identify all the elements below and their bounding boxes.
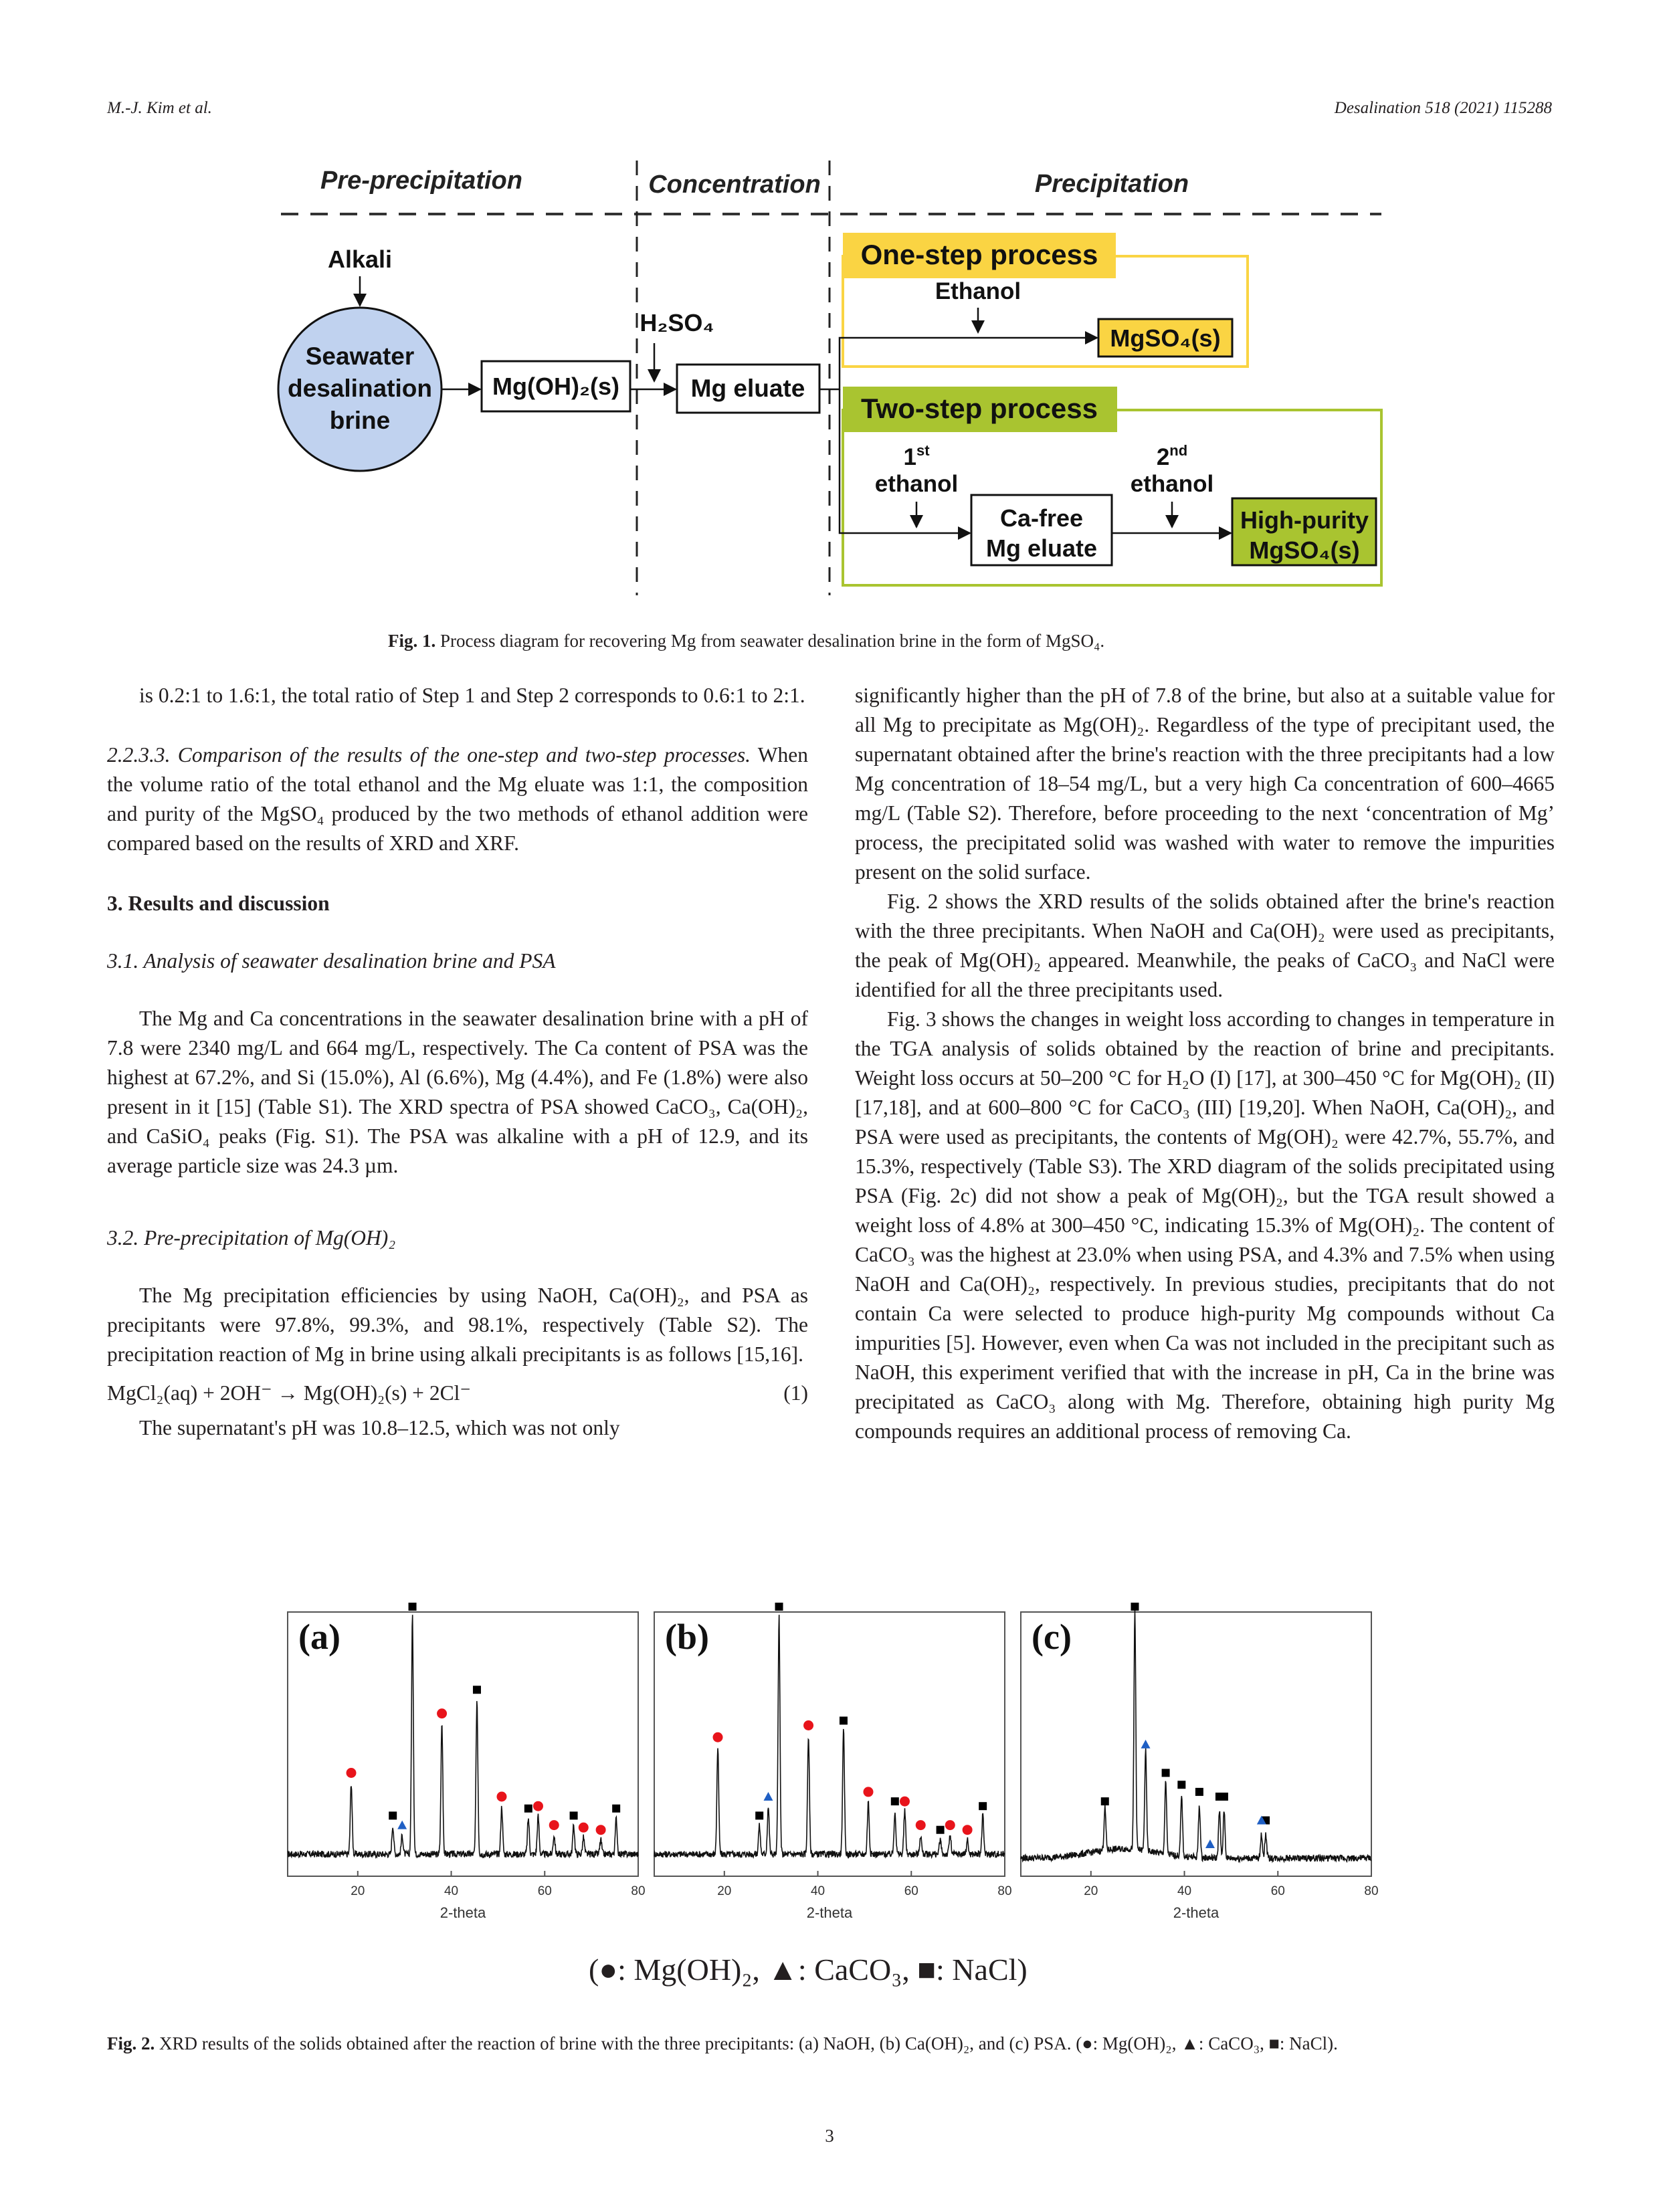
h2so4-label: H₂SO₄: [640, 309, 714, 336]
fig1-process-diagram: [268, 157, 1391, 602]
mgoh2-marker: [803, 1720, 813, 1730]
nacl-marker: [409, 1603, 417, 1611]
fig2-xrd-chart: [280, 1600, 1382, 1921]
ca-free-label-2: Mg eluate: [985, 534, 1098, 562]
stage-precipitation: Precipitation: [1034, 170, 1189, 198]
equation-1-number: (1): [783, 1381, 808, 1405]
high-purity-label-2: MgSO₄(s): [1249, 536, 1360, 564]
mg-eluate-label: Mg eluate: [690, 375, 805, 402]
stage-concentration: Concentration: [648, 171, 821, 199]
mgoh2-marker: [437, 1708, 447, 1718]
mgoh2-marker: [863, 1787, 873, 1797]
mgso4-label: MgSO₄(s): [1110, 324, 1221, 352]
fig2-legend: (●: Mg(OH)₂, ▲: CaCO₃, ■: NaCl): [589, 1952, 1028, 1987]
running-header-authors: M.-J. Kim et al.: [107, 99, 212, 117]
panel-label: (b): [665, 1617, 709, 1657]
para-2233: [107, 740, 808, 858]
two-step-label: Two-step process: [861, 393, 1098, 424]
heading-3-1: 3.1. Analysis of seawater desalination brine and PSA: [107, 949, 556, 973]
xrd-panel-a: [288, 1603, 646, 1921]
para-step-ratio: is 0.2:1 to 1.6:1, the total ratio of Step 1 and Step 2 corresponds to 0.6:1 to 2:1.: [139, 684, 805, 707]
x-tick-label: 80: [631, 1884, 646, 1898]
panel-label: (a): [298, 1617, 340, 1657]
mgoh2-marker: [579, 1823, 589, 1833]
mgoh2-marker: [945, 1820, 955, 1830]
fig2-caption: [107, 2030, 1552, 2057]
para-3-1: The Mg and Ca concentrations in the seawater desalination brine with a pH of 7.8 were 2340 mg/L and 664 mg/L, respectively. The Ca content of PSA was the highest at 67.2%, and Si (15.0%), Al (6.6%), Mg (4.4%), and Fe (1.8%) were also present in it [15] (Table S1). The XRD spectra of PSA showed CaCO₃, Ca(OH)₂, and CaSiO₄ peaks (Fig. S1). The PSA was alkaline with a pH of 12.9, and its average particle size was 24.3 µm.: [107, 1007, 808, 1177]
nacl-marker: [1195, 1788, 1203, 1796]
brine-label-1: Seawater: [305, 342, 415, 370]
running-header-journal: Desalination 518 (2021) 115288: [1334, 99, 1552, 117]
x-axis-label: 2-theta: [1173, 1904, 1219, 1921]
nacl-marker: [937, 1826, 945, 1834]
brine-label-2: desalination: [288, 375, 432, 402]
nacl-marker: [775, 1603, 783, 1611]
x-tick-label: 60: [1270, 1884, 1285, 1898]
panel-label: (c): [1032, 1617, 1072, 1657]
fig1-caption-label: Fig. 1.: [388, 631, 436, 651]
nacl-marker: [524, 1805, 532, 1813]
caco3-marker: [397, 1821, 407, 1829]
mgoh2-marker: [916, 1820, 926, 1830]
nacl-marker: [1162, 1769, 1170, 1777]
mgoh2-marker: [963, 1825, 973, 1835]
mgoh2-marker: [596, 1825, 606, 1835]
mgoh2-marker: [496, 1792, 506, 1802]
alkali-label: Alkali: [327, 245, 393, 273]
caco3-marker: [763, 1792, 773, 1801]
fig1-caption: [388, 627, 1325, 654]
ca-free-label-1: Ca-free: [999, 504, 1084, 532]
first-ethanol-label: 1st ethanol: [874, 442, 959, 497]
x-tick-label: 80: [997, 1884, 1012, 1898]
x-axis-label: 2-theta: [806, 1904, 853, 1921]
x-tick-label: 20: [1084, 1884, 1098, 1898]
nacl-marker: [1131, 1603, 1139, 1611]
heading-2233: 2.2.3.3. Comparison of the results of the one-step and two-step processes.: [107, 743, 751, 767]
nacl-marker: [979, 1802, 987, 1810]
stage-pre-precipitation: Pre-precipitation: [320, 167, 522, 195]
equation-1: [107, 1379, 808, 1408]
nacl-marker: [891, 1797, 899, 1805]
caco3-marker: [1141, 1740, 1151, 1748]
x-tick-label: 20: [351, 1884, 365, 1898]
nacl-marker: [1177, 1781, 1185, 1789]
xrd-panel-c: [1021, 1603, 1379, 1921]
ethanol-label: Ethanol: [935, 278, 1021, 304]
nacl-marker: [473, 1686, 481, 1694]
para-2233-body: When the volume ratio of the total ethanol and the Mg eluate was 1:1, the composition and purity of the MgSO₄ produced by the two methods of ethanol addition were compared based on the results of XRD and XRF.: [107, 743, 808, 855]
nacl-marker: [1101, 1797, 1109, 1805]
brine-label-3: brine: [329, 407, 391, 434]
left-column: [107, 681, 808, 1443]
page-number: 3: [825, 2126, 834, 2146]
equation-1-body: MgCl₂(aq) + 2OH⁻ → Mg(OH)₂(s) + 2Cl⁻: [107, 1381, 471, 1405]
xrd-trace: [1021, 1611, 1371, 1862]
mgoh2-marker: [549, 1820, 559, 1830]
x-axis-label: 2-theta: [440, 1904, 486, 1921]
mgoh2-label: Mg(OH)₂(s): [492, 373, 619, 400]
fig1-caption-text: Process diagram for recovering Mg from seawater desalination brine in the form of MgSO₄.: [440, 631, 1105, 651]
fig2-caption-text: XRD results of the solids obtained after the reaction of brine with the three precipitants: (a) NaOH, (b) Ca(OH)₂, and (c) PSA. (●: Mg(OH)₂, ▲: CaCO₃, ■: NaCl).: [159, 2033, 1338, 2053]
x-tick-label: 40: [1177, 1884, 1192, 1898]
nacl-marker: [570, 1811, 578, 1819]
para-right-1: significantly higher than the pH of 7.8 of the brine, but also at a suitable value for all Mg to precipitate as Mg(OH)₂. Regardless of the type of precipitant used, the supernatant obtained after the brine's reaction with the three precipitants had a low Mg concentration of 18–54 mg/L, but a very high Ca concentration of 600–4665 mg/L (Table S2). Therefore, before proceeding to the next ‘concentration of Mg’ process, the precipitated solid was washed with water to remove the impurities present on the solid surface.: [855, 684, 1555, 884]
para-3-2: The Mg precipitation efficiencies by using NaOH, Ca(OH)₂, and PSA as precipitants were 97.8%, 99.3%, and 98.1%, respectively (Table S2). The precipitation reaction of Mg in brine using alkali precipitants is as follows [15,16].: [107, 1284, 808, 1366]
one-step-label: One-step process: [860, 239, 1098, 270]
x-tick-label: 60: [537, 1884, 552, 1898]
second-ethanol-label: 2nd ethanol: [1130, 442, 1214, 497]
xrd-panel-b: [654, 1603, 1012, 1921]
x-tick-label: 40: [444, 1884, 459, 1898]
high-purity-label-1: High-purity: [1240, 506, 1369, 534]
para-right-2: Fig. 2 shows the XRD results of the solids obtained after the brine's reaction with the three precipitants. When NaOH and Ca(OH)₂ were used as precipitants, the peak of Mg(OH)₂ appeared. Meanwhile, the peaks of CaCO₃ and NaCl were identified for all the three precipitants used.: [855, 890, 1555, 1001]
nacl-marker: [840, 1716, 848, 1724]
nacl-marker: [755, 1811, 763, 1819]
x-tick-label: 80: [1364, 1884, 1379, 1898]
x-tick-label: 40: [810, 1884, 825, 1898]
mgoh2-marker: [533, 1801, 543, 1811]
para-right-3: Fig. 3 shows the changes in weight loss according to changes in temperature in the TGA analysis of solids obtained by the reaction of brine and precipitants. Weight loss occurs at 50–200 °C for H₂O (I) [17], at 300–450 °C for Mg(OH)₂ (II) [17,18], and at 600–800 °C for CaCO₃ (III) [19,20]. When NaOH, Ca(OH)₂, and PSA were used as precipitants, the contents of Mg(OH)₂ were 42.7%, 55.7%, and 15.3%, respectively (Table S3). The XRD diagram of the solids precipitated using PSA (Fig. 2c) did not show a peak of Mg(OH)₂, but the TGA result showed a weight loss of 4.8% at 300–450 °C, indicating 15.3% of Mg(OH)₂. The content of CaCO₃ was the highest at 23.0% when using PSA, and 4.3% and 7.5% when using NaOH and Ca(OH)₂, respectively. In previous studies, precipitants that do not contain Ca were selected to produce high-purity Mg compounds without Ca impurities [5]. However, even when Ca was not included in the precipitant such as NaOH, this experiment verified that with the increase in pH, Ca in the brine was precipitated as CaCO₃ along with Mg. Therefore, obtaining high purity Mg compounds requires an additional process of removing Ca.: [855, 1007, 1555, 1443]
right-column: [855, 681, 1555, 1446]
caco3-marker: [1205, 1839, 1215, 1848]
x-tick-label: 60: [904, 1884, 918, 1898]
nacl-marker: [389, 1811, 397, 1819]
heading-section-3: 3. Results and discussion: [107, 892, 330, 915]
mgoh2-marker: [900, 1797, 910, 1807]
mgoh2-marker: [713, 1732, 723, 1742]
nacl-marker: [1220, 1793, 1228, 1801]
x-tick-label: 20: [717, 1884, 732, 1898]
heading-3-2: 3.2. Pre-precipitation of Mg(OH)₂: [107, 1226, 396, 1249]
nacl-marker: [612, 1805, 620, 1813]
fig2-caption-label: Fig. 2.: [107, 2033, 155, 2053]
para-supernatant-ph: The supernatant's pH was 10.8–12.5, which was not only: [139, 1416, 620, 1439]
xrd-frame: [1021, 1612, 1371, 1876]
mgoh2-marker: [347, 1768, 357, 1778]
